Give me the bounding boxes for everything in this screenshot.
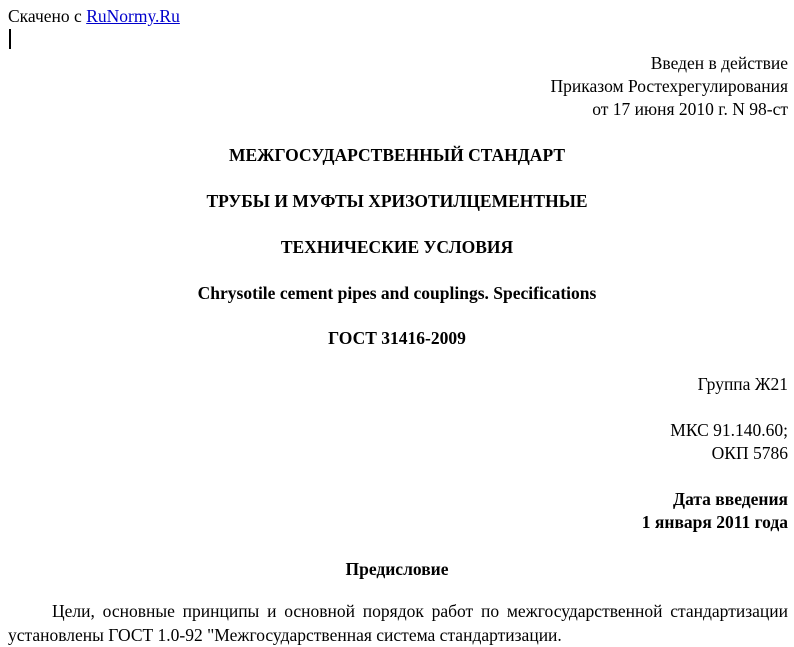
foreword-paragraph: Цели, основные принципы и основной порядок работ по межгосударственной стандартизации установлены ГОСТ 1.0-92 "Межгосударственная система стандартизации. (8, 601, 788, 645)
okp-code: ОКП 5786 (711, 443, 788, 463)
introduced-line-2: Приказом Ростехрегулирования (550, 76, 788, 96)
classification-codes (670, 419, 788, 465)
mks-code: МКС 91.140.60; (670, 420, 788, 440)
source-line (8, 5, 180, 27)
document-subtitle: ТЕХНИЧЕСКИЕ УСЛОВИЯ (280, 237, 514, 257)
document-title: ТРУБЫ И МУФТЫ ХРИЗОТИЛЦЕМЕНТНЫЕ (206, 191, 588, 211)
group-label (698, 373, 788, 396)
foreword-heading: Предисловие (345, 559, 449, 579)
source-prefix: Скачено с (8, 6, 82, 26)
introduced-line-1: Введен в действие (650, 53, 788, 73)
effective-date-value: 1 января 2011 года (641, 512, 788, 532)
introduced-line-3: от 17 июня 2010 г. N 98-ст (592, 99, 788, 119)
text-cursor (9, 29, 11, 49)
group-text: Группа Ж21 (697, 374, 788, 394)
gost-number: ГОСТ 31416-2009 (328, 328, 466, 348)
effective-date-block (642, 488, 788, 534)
document-title-english: Chrysotile cement pipes and couplings. Specifications (197, 283, 597, 303)
source-link[interactable]: RuNormy.Ru (86, 6, 180, 26)
introduced-block (551, 52, 788, 121)
standard-type-heading: МЕЖГОСУДАРСТВЕННЫЙ СТАНДАРТ (228, 145, 566, 165)
effective-date-label: Дата введения (673, 489, 788, 509)
